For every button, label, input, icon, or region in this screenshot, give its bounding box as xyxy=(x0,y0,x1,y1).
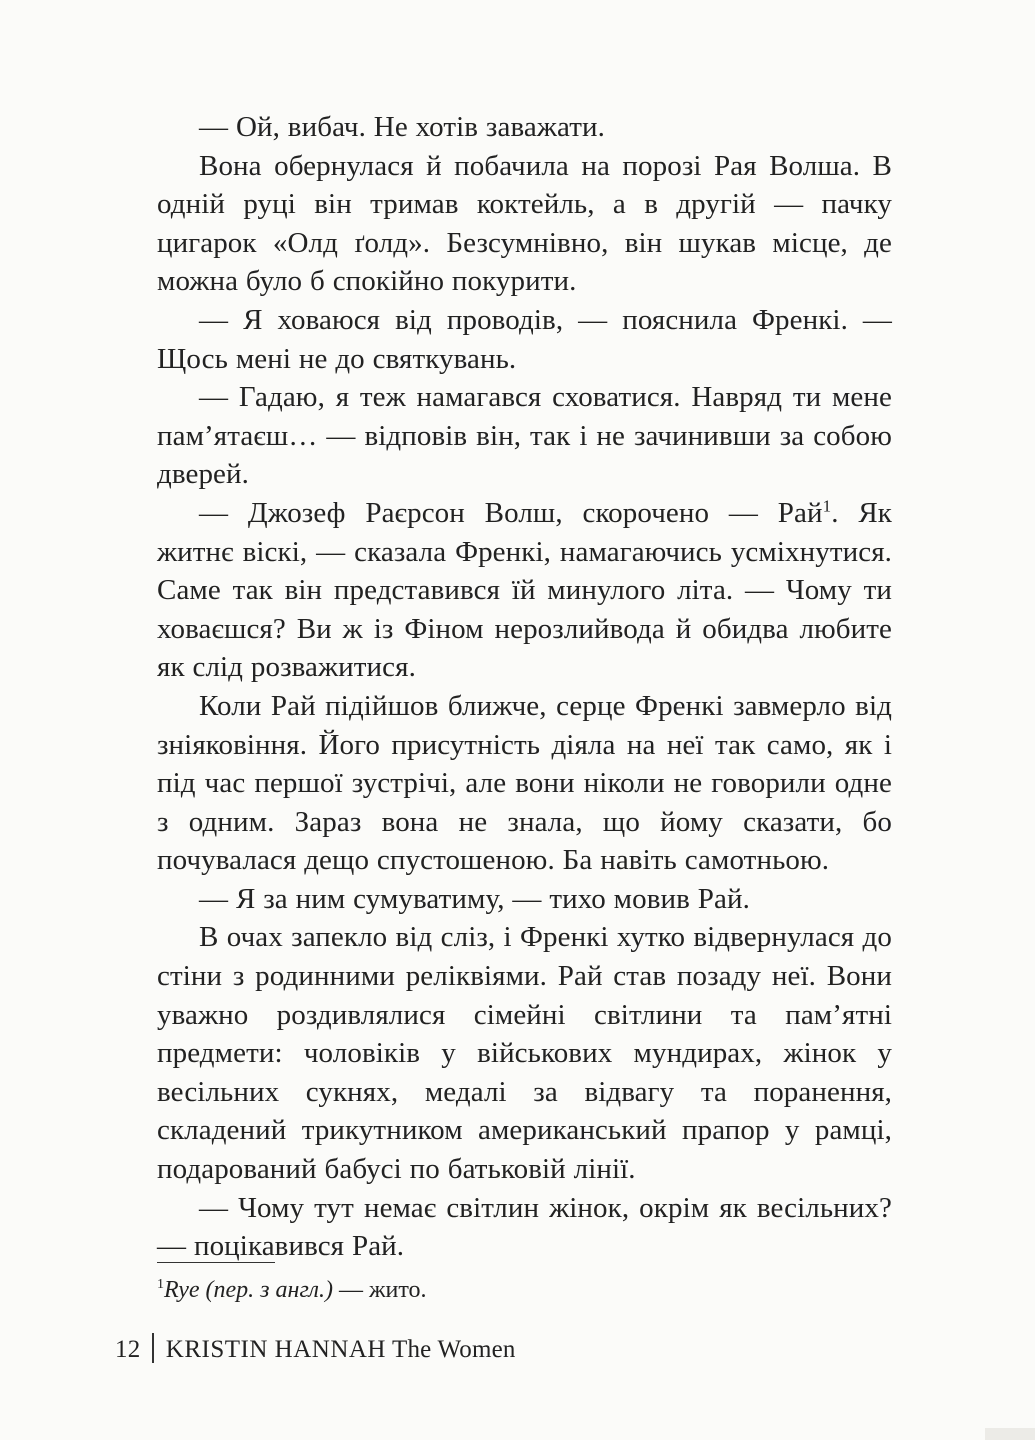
footnote-reference: 1 xyxy=(822,496,832,516)
paragraph: — Я за ним сумуватиму, — тихо мовив Рай. xyxy=(199,882,750,915)
book-title: The Women xyxy=(391,1336,516,1363)
paragraph: — Ой, вибач. Не хотів заважати. xyxy=(199,111,605,143)
footnote-term: Rye (пер. з англ.) xyxy=(164,1277,333,1303)
paragraph: В очах запекло від сліз, і Френкі хутко відвернулася до стіни з родинними реліквіями. Рай став позаду неї. Вони уважно роздивлялися сімейні світлини та пам’ятні предмети: чоловіків у військових мундирах, жінок у весільних сукнях, медалі за відвагу та поранення, складений трикутником американський прапор у рамці, подарований бабусі по батьковій лінії. xyxy=(157,921,892,1186)
paragraph: Коли Рай підійшов ближче, серце Френкі завмерло від зніяковіння. Його присутність діяла на неї так само, як і під час першої зустрічі, але вони ніколи не говорили одне з одним. Зараз вона не знала, що йому сказати, бо почувалася дещо спустошеною. Ба навіть самотньою. xyxy=(157,689,892,877)
paragraph: — Гадаю, я теж намагався сховатися. Навряд ти мене пам’ятаєш… — відповів він, так і не зачинивши за собою дверей. xyxy=(157,381,892,491)
footer-separator xyxy=(152,1333,153,1363)
paragraph: — Я ховаюся від проводів, — пояснила Френкі. — Щось мені не до святкувань. xyxy=(157,303,892,375)
body-text xyxy=(157,108,892,1266)
footnote-definition: — жито. xyxy=(332,1277,427,1303)
paragraph-with-footnote xyxy=(157,494,892,687)
footnote xyxy=(157,1275,427,1305)
running-footer xyxy=(115,1333,516,1366)
footnote-divider xyxy=(157,1262,275,1263)
scan-edge-mark xyxy=(985,1428,1035,1440)
paragraph-text: — Джозеф Раєрсон Волш, скорочено — Рай xyxy=(199,496,823,529)
author-name: KRISTIN HANNAH xyxy=(165,1336,386,1363)
paragraph-text: . Як житнє віскі, — сказала Френкі, намагаючись усміхнутися. Саме так він представився їй минулого літа. — Чому ти ховаєшся? Ви ж із Фіном нерозлийвода й обидва любите як слід розважитися. xyxy=(157,496,892,684)
page-number: 12 xyxy=(115,1336,141,1363)
paragraph: Вона обернулася й побачила на порозі Рая Волша. В одній руці він тримав коктейль, а в другій — пачку цигарок «Олд ґолд». Безсумнівно, він шукав місце, де можна було б спокійно покурити. xyxy=(157,149,892,298)
footnote-number: 1 xyxy=(157,1277,164,1292)
paragraph: — Чому тут немає світлин жінок, окрім як весільних? — поцікавився Рай. xyxy=(157,1191,892,1263)
